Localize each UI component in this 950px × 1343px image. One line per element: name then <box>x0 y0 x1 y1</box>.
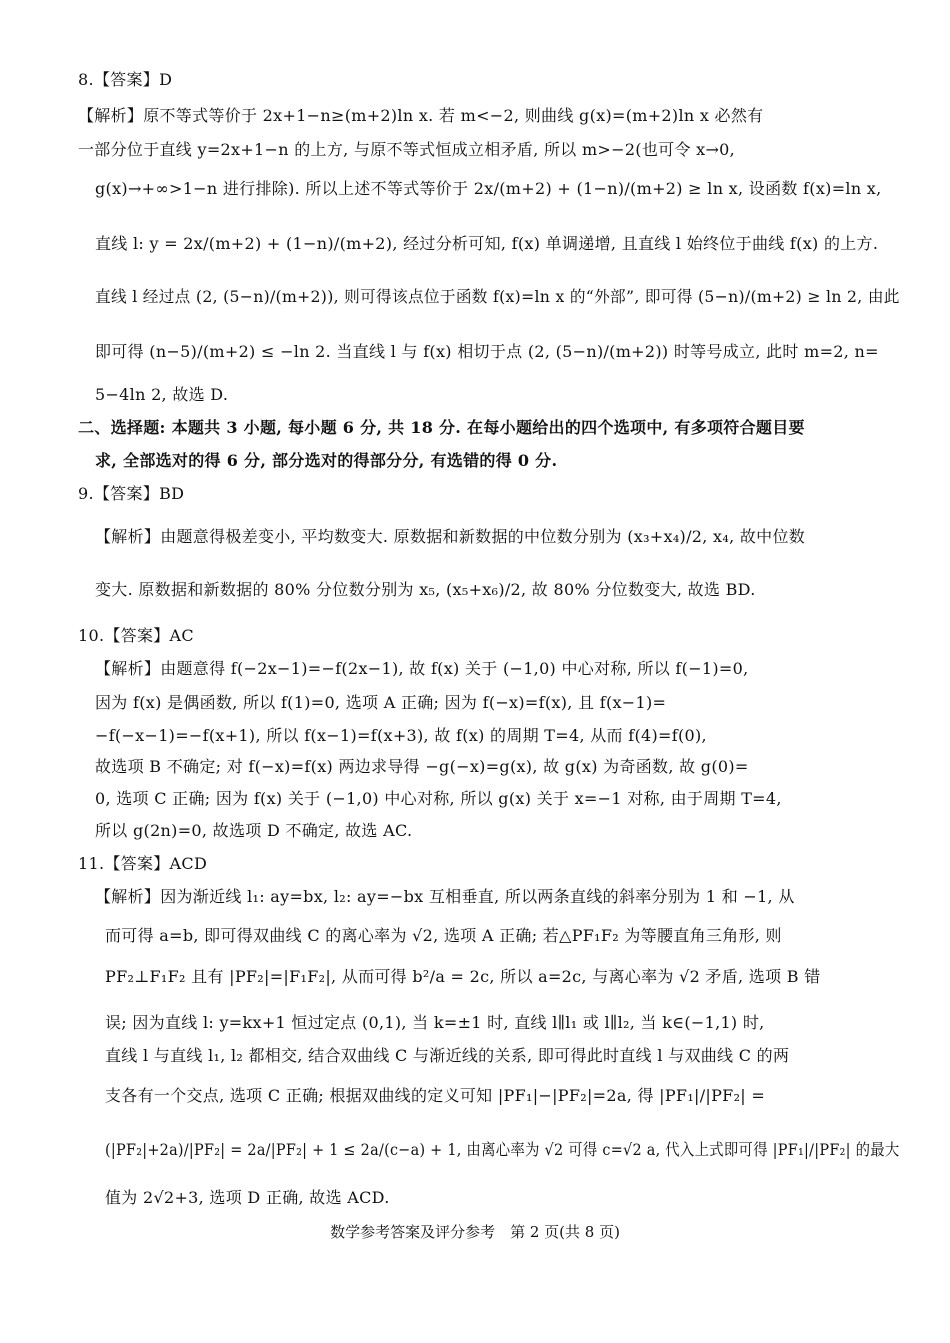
text-line: PF₂⊥F₁F₂ 且有 |PF₂|=|F₁F₂|, 从而可得 b²/a = 2c, 所以 a=2c, 与离心率为 √2 矛盾, 选项 B 错 <box>105 967 821 986</box>
text-line: 故选项 B 不确定; 对 f(−x)=f(x) 两边求导得 −g(−x)=g(x), 故 g(x) 为奇函数, 故 g(0)= <box>95 757 749 776</box>
text-line: 变大. 原数据和新数据的 80% 分位数分别为 x₅, (x₅+x₆)/2, 故 80% 分位数变大, 故选 BD. <box>95 580 756 599</box>
section-heading-cont: 求, 全部选对的得 6 分, 部分选对的得部分分, 有选错的得 0 分. <box>95 451 558 470</box>
text-line: 【解析】由题意得极差变小, 平均数变大. 原数据和新数据的中位数分别为 (x₃+x₄)/2, x₄, 故中位数 <box>95 527 806 546</box>
text-line: 而可得 a=b, 即可得双曲线 C 的离心率为 √2, 选项 A 正确; 若△PF₁F₂ 为等腰直角三角形, 则 <box>105 926 782 945</box>
answer-10-heading: 10.【答案】AC <box>78 626 194 645</box>
text-line: 误; 因为直线 l: y=kx+1 恒过定点 (0,1), 当 k=±1 时, 直线 l∥l₁ 或 l∥l₂, 当 k∈(−1,1) 时, <box>105 1013 765 1032</box>
page-footer: 数学参考答案及评分参考 第 2 页(共 8 页) <box>330 1223 620 1241</box>
text-line: 值为 2√2+3, 选项 D 正确, 故选 ACD. <box>105 1188 390 1207</box>
section-heading: 二、选择题: 本题共 3 小题, 每小题 6 分, 共 18 分. 在每小题给出的四个选项中, 有多项符合题目要 <box>78 418 805 437</box>
text-line: 【解析】原不等式等价于 2x+1−n≥(m+2)ln x. 若 m<−2, 则曲线 g(x)=(m+2)ln x 必然有 <box>78 106 764 125</box>
text-line: 直线 l 经过点 (2, (5−n)/(m+2)), 则可得该点位于函数 f(x)=ln x 的“外部”, 即可得 (5−n)/(m+2) ≥ ln 2, 由此 <box>95 287 900 306</box>
text-line: 直线 l 与直线 l₁, l₂ 都相交, 结合双曲线 C 与渐近线的关系, 即可得此时直线 l 与双曲线 C 的两 <box>105 1046 790 1065</box>
answer-11-heading: 11.【答案】ACD <box>78 854 208 873</box>
text-line: 因为 f(x) 是偶函数, 所以 f(1)=0, 选项 A 正确; 因为 f(−x)=f(x), 且 f(x−1)= <box>95 693 667 712</box>
text-line: 即可得 (n−5)/(m+2) ≤ −ln 2. 当直线 l 与 f(x) 相切于点 (2, (5−n)/(m+2)) 时等号成立, 此时 m=2, n= <box>95 342 879 361</box>
text-line: −f(−x−1)=−f(x+1), 所以 f(x−1)=f(x+3), 故 f(x) 的周期 T=4, 从而 f(4)=f(0), <box>95 726 707 745</box>
text-line: 0, 选项 C 正确; 因为 f(x) 关于 (−1,0) 中心对称, 所以 g(x) 关于 x=−1 对称, 由于周期 T=4, <box>95 789 782 808</box>
text-line: 支各有一个交点, 选项 C 正确; 根据双曲线的定义可知 |PF₁|−|PF₂|=2a, 得 |PF₁|/|PF₂| = <box>105 1086 766 1105</box>
text-line: 一部分位于直线 y=2x+1−n 的上方, 与原不等式恒成立相矛盾, 所以 m>−2(也可令 x→0, <box>78 140 736 159</box>
text-line: (|PF₂|+2a)/|PF₂| = 2a/|PF₂| + 1 ≤ 2a/(c−a) + 1, 由离心率为 √2 可得 c=√2 a, 代入上式即可得 |PF₁|/|PF₂| 的最大 <box>105 1140 900 1159</box>
text-line: 直线 l: y = 2x/(m+2) + (1−n)/(m+2), 经过分析可知, f(x) 单调递增, 且直线 l 始终位于曲线 f(x) 的上方. <box>95 234 879 253</box>
answer-9-heading: 9.【答案】BD <box>78 484 185 503</box>
text-line: g(x)→+∞>1−n 进行排除). 所以上述不等式等价于 2x/(m+2) + (1−n)/(m+2) ≥ ln x, 设函数 f(x)=ln x, <box>95 179 882 198</box>
text-line: 【解析】因为渐近线 l₁: ay=bx, l₂: ay=−bx 互相垂直, 所以两条直线的斜率分别为 1 和 −1, 从 <box>95 887 795 906</box>
text-line: 所以 g(2n)=0, 故选项 D 不确定, 故选 AC. <box>95 821 413 840</box>
text-line: 【解析】由题意得 f(−2x−1)=−f(2x−1), 故 f(x) 关于 (−1,0) 中心对称, 所以 f(−1)=0, <box>95 659 749 678</box>
text-line: 5−4ln 2, 故选 D. <box>95 385 229 404</box>
answer-8-heading: 8.【答案】D <box>78 70 173 89</box>
